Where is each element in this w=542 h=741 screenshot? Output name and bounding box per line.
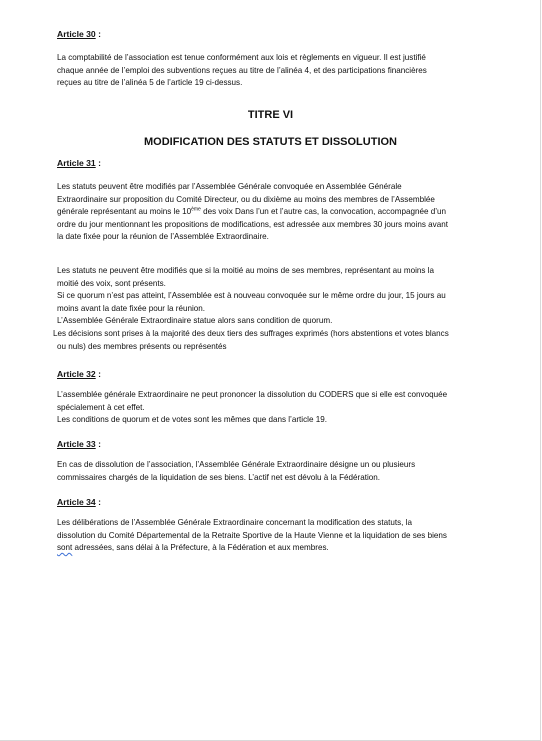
article-31-heading: Article 31 :	[57, 158, 101, 168]
article-33-heading: Article 33 :	[57, 439, 101, 449]
article-33-text: En cas de dissolution de l’association, l’Assemblée Générale Extraordinaire désigne un ou plusieurs commissaires chargés de la liquidation de ses biens. L’actif net est dévolu à la Fédération.	[57, 460, 416, 482]
article-31-paragraph-2: Les statuts ne peuvent être modifiés que si la moitié au moins de ses membres, représentant au moins la moitié des voix, sont présents. Si ce quorum n’est pas atteint, l’Assemblée est à nouveau convoquée sur le même ordre du jour, 15 jours au moins avant la date fixée pour la réunion. L’Assemblée Générale Extraordinaire statue alors sans condition de quorum. Les décisions sont prises à la majorité des deux tiers des suffrages exprimés (hors abstentions et votes blancs ou nuls) des membres présents ou représentés	[53, 266, 449, 351]
article-30-heading: Article 30 :	[57, 29, 101, 39]
spellcheck-squiggle[interactable]: sont	[57, 543, 73, 553]
article-34-text: Les délibérations de l’Assemblée Générale Extraordinaire concernant la modification des statuts, la dissolution du Comité Départemental de la Retraite Sportive de la Haute Vienne et la liquidation de ses biens sont adressées, sans délai à la Préfecture, à la Fédération et aux membres.	[57, 518, 447, 553]
article-32-text: L’assemblée générale Extraordinaire ne peut prononcer la dissolution du CODERS que si elle est convoquée spécialement à cet effet. Les conditions de quorum et de votes sont les mêmes que dans l’article 19.	[57, 390, 448, 425]
article-31-paragraph-1: Les statuts peuvent être modifiés par l’Assemblée Générale convoquée en Assemblée Générale Extraordinaire sur proposition du Comité Directeur, ou du dixième au moins des membres de l’Assemblée générale représentant au moins le 10ème des voix Dans l’un et l’autre cas, la convocation, accompagnée d’un ordre du jour mentionnant les propositions de modifications, est adressée aux membres 30 jours moins avant la date fixée pour la réunion de l’Assemblée Extraordinaire.	[57, 182, 448, 242]
article-30-text: La comptabilité de l’association est tenue conformément aux lois et règlements en vigueur. Il est justifié chaque année de l’emploi des subventions reçues au titre de l’alinéa 4, et des participations financières reçues au titre de l’alinéa 5 de l’article 19 ci-dessus.	[57, 53, 427, 88]
article-34-heading: Article 34 :	[57, 497, 101, 507]
title-titre-vi: TITRE VI	[247, 109, 294, 121]
title-modification-statuts: MODIFICATION DES STATUTS ET DISSOLUTION	[144, 136, 397, 148]
article-32-heading: Article 32 :	[57, 369, 101, 379]
